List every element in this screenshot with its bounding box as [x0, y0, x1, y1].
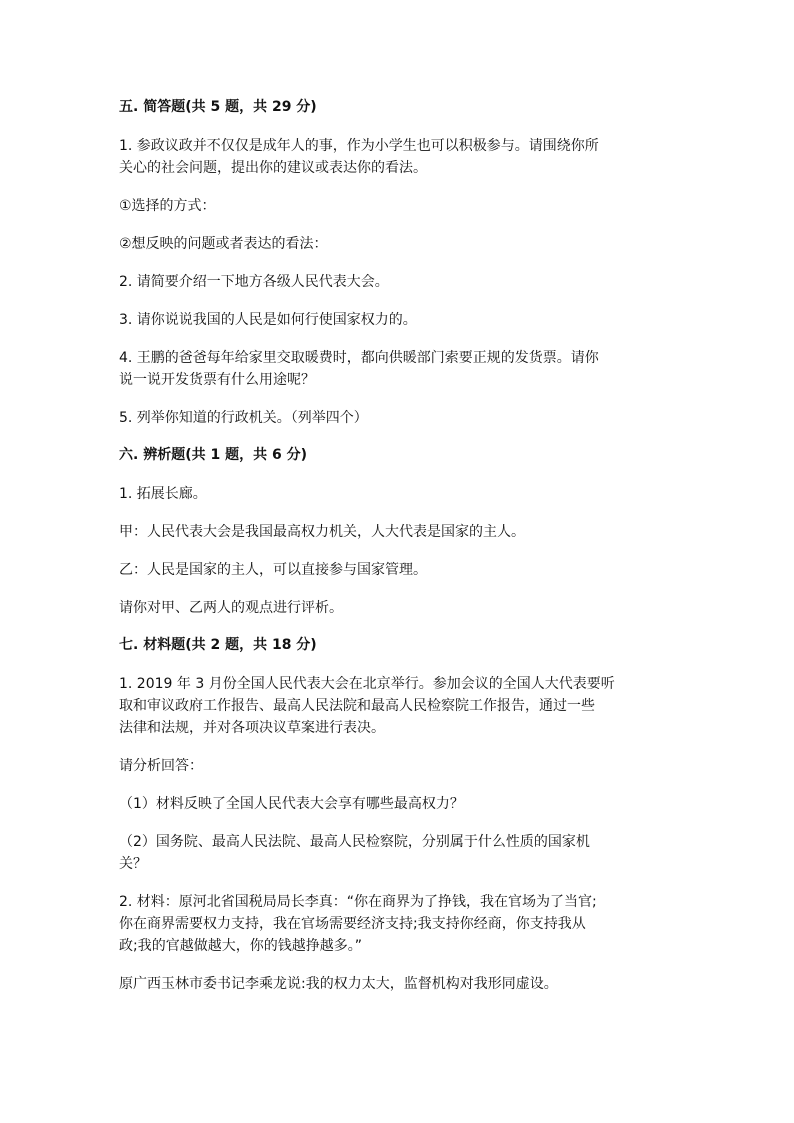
question-text-line: 说一说开发货票有什么用途呢？	[119, 372, 315, 388]
question-text-line: 4. 王鹏的爸爸每年给家里交取暖费时，都向供暖部门索要正规的发货票。请你	[119, 350, 599, 366]
section-5-question-1	[119, 135, 679, 179]
question-text-line: （2）国务院、最高人民法院、最高人民检察院，分别属于什么性质的国家机	[119, 834, 590, 850]
section-5-question-4	[119, 347, 679, 391]
section-6-ask: 请你对甲、乙两人的观点进行评析。	[119, 600, 343, 616]
section-5-question-1-sub-1: ①选择的方式：	[119, 198, 216, 214]
question-text-line: 取和审议政府工作报告、最高人民法院和最高人民检察院工作报告，通过一些	[119, 698, 595, 714]
question-text-line: 你在商界需要权力支持，我在官场需要经济支持;我支持你经商，你支持我从	[119, 916, 586, 932]
section-7-analyze-prompt: 请分析回答：	[119, 758, 203, 774]
section-6-heading: 六. 辨析题(共 1 题，共 6 分)	[119, 447, 307, 463]
section-5-question-2: 2. 请简要介绍一下地方各级人民代表大会。	[119, 274, 389, 290]
question-text-line: 1. 2019 年 3 月份全国人民代表大会在北京举行。参加会议的全国人大代表要听	[119, 676, 615, 692]
question-text-line: 1. 参政议政并不仅仅是成年人的事，作为小学生也可以积极参与。请围绕你所	[119, 138, 599, 154]
section-7-question-2	[119, 891, 679, 957]
section-7-sub-question-1: （1）材料反映了全国人民代表大会享有哪些最高权力？	[119, 796, 464, 812]
question-text-line: 2. 材料：原河北省国税局局长李真：“你在商界为了挣钱，我在官场为了当官;	[119, 894, 597, 910]
question-text-line: 法律和法规，并对各项决议草案进行表决。	[119, 720, 385, 736]
section-5-question-5: 5. 列举你知道的行政机关。（列举四个）	[119, 410, 368, 426]
section-6-question-1: 1. 拓展长廊。	[119, 486, 207, 502]
question-text-line: 政;我的官越做越大，你的钱越挣越多。”	[119, 938, 362, 954]
section-5-question-1-sub-2: ②想反映的问题或者表达的看法：	[119, 236, 328, 252]
section-6-statement-yi: 乙：人民是国家的主人，可以直接参与国家管理。	[119, 562, 427, 578]
section-5-heading: 五. 简答题(共 5 题，共 29 分)	[119, 99, 317, 115]
section-6-statement-jia: 甲：人民代表大会是我国最高权力机关，人大代表是国家的主人。	[119, 524, 525, 540]
section-7-question-1	[119, 673, 679, 739]
section-7-question-2-paragraph-2: 原广西玉林市委书记李乘龙说:我的权力太大，监督机构对我形同虚设。	[119, 976, 558, 992]
section-5-question-3: 3. 请你说说我国的人民是如何行使国家权力的。	[119, 312, 417, 328]
section-7-heading: 七. 材料题(共 2 题，共 18 分)	[119, 637, 317, 653]
question-text-line: 关？	[119, 856, 147, 872]
section-7-sub-question-2	[119, 831, 679, 875]
question-text-line: 关心的社会问题，提出你的建议或表达你的看法。	[119, 160, 427, 176]
document-page	[119, 97, 679, 1011]
